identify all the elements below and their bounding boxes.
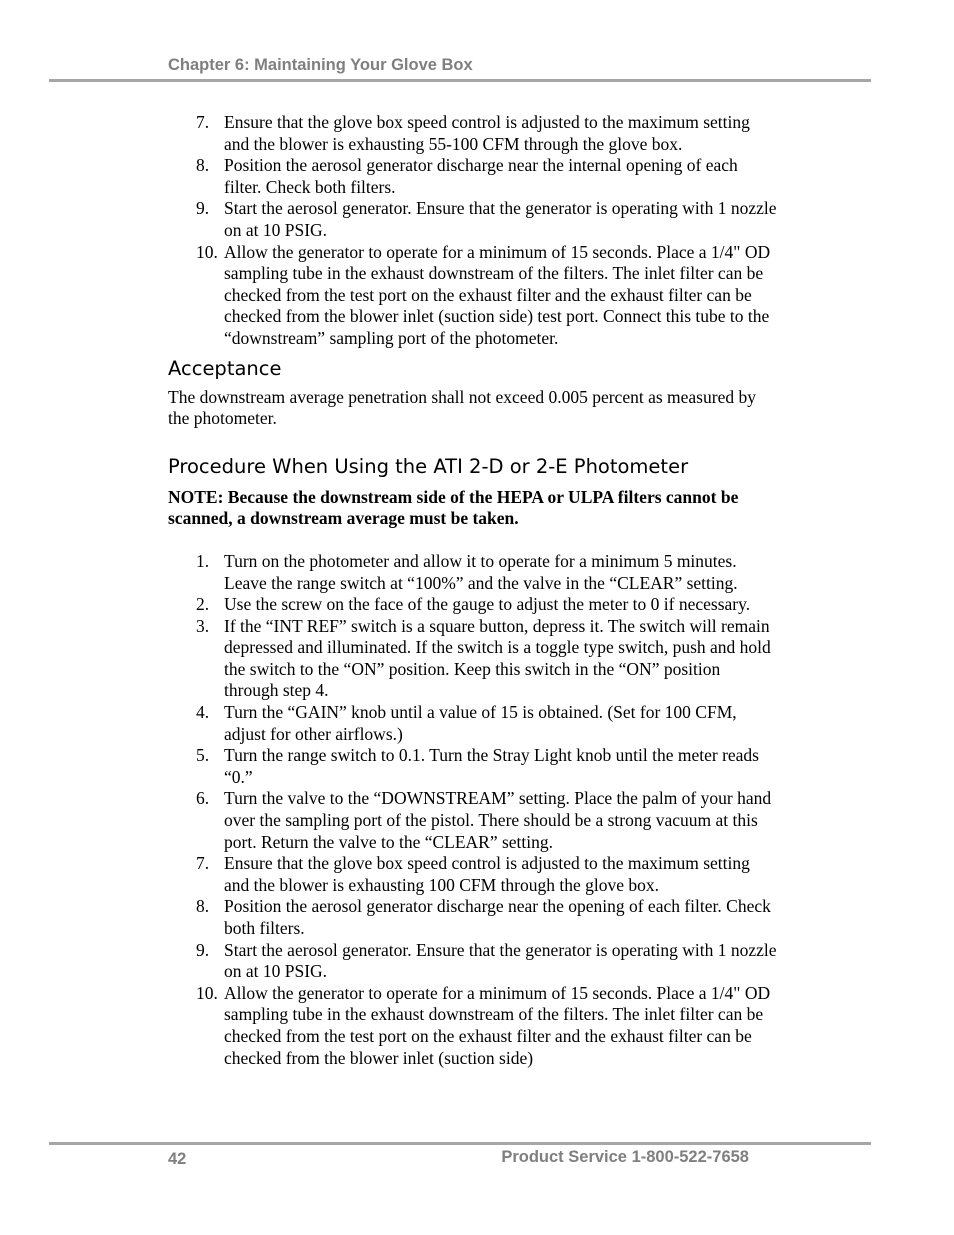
list-item-text: Turn the valve to the “DOWNSTREAM” setting. Place the palm of your hand over the sampling port of the pistol. There should be a strong vacuum at this port. Return the valve to the “CLEAR” setting. <box>224 788 772 852</box>
list-item-text: Allow the generator to operate for a minimum of 15 seconds. Place a 1/4" OD sampling tube in the exhaust downstream of the filters. The inlet filter can be checked from the test port on the exhaust filter and the exhaust filter can be checked from the blower inlet (suction side) test port. Connect this tube to the “downstream” sampling port of the photometer. <box>224 241 771 348</box>
list-item-text: Start the aerosol generator. Ensure that the generator is operating with 1 nozzle on at 10 PSIG. <box>224 939 777 982</box>
list-item-text: Ensure that the glove box speed control is adjusted to the maximum setting and the blower is exhausting 55-100 CFM through the glove box. <box>224 112 750 154</box>
list-item-number: 10. <box>196 982 218 1003</box>
acceptance-text: The downstream average penetration shall not exceed 0.005 percent as measured by the photometer. <box>168 386 756 429</box>
list-item <box>168 896 778 939</box>
list-item <box>168 788 778 853</box>
product-service-phone: Product Service 1-800-522-7658 <box>501 1148 749 1166</box>
list-item-number: 3. <box>196 615 210 636</box>
list-item <box>168 594 778 616</box>
procedure-heading: Procedure When Using the ATI 2-D or 2-E Photometer <box>168 454 689 478</box>
list-item <box>168 112 778 155</box>
list-item-number: 7. <box>196 112 210 132</box>
acceptance-heading: Acceptance <box>168 356 282 380</box>
list-item-text: Turn on the photometer and allow it to operate for a minimum 5 minutes. Leave the range switch at “100%” and the valve in the “CLEAR” setting. <box>224 550 738 593</box>
list-item-number: 2. <box>196 594 210 615</box>
list-item-number: 9. <box>196 198 210 219</box>
list-item-text: Turn the “GAIN” knob until a value of 15 is obtained. (Set for 100 CFM, adjust for other airflows.) <box>224 702 737 744</box>
list-item-number: 5. <box>196 745 210 766</box>
list-item <box>168 242 778 350</box>
list-item-number: 7. <box>196 853 210 874</box>
header-rule <box>49 79 871 82</box>
list-item-number: 4. <box>196 702 210 723</box>
steps-list-continued <box>168 112 778 350</box>
page-number: 42 <box>168 1150 187 1168</box>
list-item-text: Position the aerosol generator discharge near the internal opening of each filter. Check both filters. <box>224 155 738 197</box>
list-item-text: Turn the range switch to 0.1. Turn the Stray Light knob until the meter reads “0.” <box>224 745 759 787</box>
list-item <box>168 940 778 983</box>
list-item <box>168 853 778 896</box>
list-item-text: Ensure that the glove box speed control is adjusted to the maximum setting and the blower is exhausting 100 CFM through the glove box. <box>224 853 750 895</box>
procedure-note: NOTE: Because the downstream side of the HEPA or ULPA filters cannot be scanned, a downstream average must be taken. <box>168 486 739 529</box>
list-item-text: If the “INT REF” switch is a square button, depress it. The switch will remain depressed and illuminated. If the switch is a toggle type switch, push and hold the switch to the “ON” position. Keep this switch in the “ON” position through step 4. <box>224 615 771 701</box>
list-item <box>168 551 778 594</box>
list-item-number: 6. <box>196 788 210 809</box>
page-body <box>168 112 778 1069</box>
list-item-number: 1. <box>196 550 210 571</box>
list-item-number: 10. <box>196 241 218 262</box>
list-item-text: Allow the generator to operate for a minimum of 15 seconds. Place a 1/4" OD sampling tube in the exhaust downstream of the filters. The inlet filter can be checked from the test port on the exhaust filter and the exhaust filter can be checked from the blower inlet (suction side) <box>224 982 771 1068</box>
chapter-header: Chapter 6: Maintaining Your Glove Box <box>168 56 473 74</box>
list-item-number: 8. <box>196 896 210 917</box>
list-item <box>168 616 778 702</box>
list-item-text: Position the aerosol generator discharge near the opening of each filter. Check both filters. <box>224 896 771 938</box>
list-item <box>168 198 778 241</box>
list-item <box>168 745 778 788</box>
list-item <box>168 155 778 198</box>
footer-rule <box>49 1142 871 1145</box>
list-item <box>168 983 778 1069</box>
list-item-text: Use the screw on the face of the gauge to adjust the meter to 0 if necessary. <box>224 594 751 615</box>
list-item <box>168 702 778 745</box>
procedure-steps-list <box>168 551 778 1069</box>
list-item-number: 9. <box>196 939 210 960</box>
list-item-text: Start the aerosol generator. Ensure that the generator is operating with 1 nozzle on at 10 PSIG. <box>224 198 777 240</box>
list-item-number: 8. <box>196 155 210 176</box>
